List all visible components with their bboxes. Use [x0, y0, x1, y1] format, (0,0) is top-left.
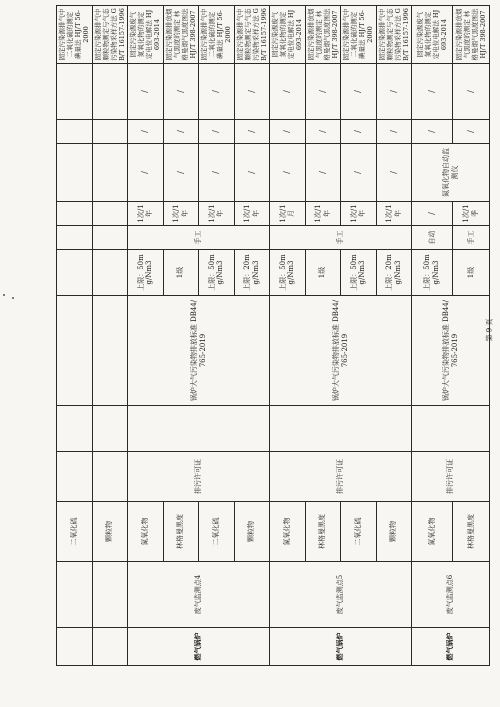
method-cell: 固定污染源排放烟气黑度的测定 林格曼烟气黑度图法 HJ/T 398-2007 — [453, 6, 490, 64]
dash-cell: / — [199, 64, 235, 120]
limit-cell: 上限：20mg/Nm3 — [234, 250, 270, 296]
method-cell: 固定污染源排气中颗粒物测定与气态污染物采样方法 GB/T 16157-1996 — [92, 6, 128, 64]
dash-cell: / — [305, 64, 341, 120]
manual-cell: 手工 — [270, 226, 412, 250]
limit-cell: 上限：50mg/Nm3 — [341, 250, 377, 296]
dash-cell: / — [453, 120, 490, 144]
permit-type-cell: 排污许可证 — [412, 452, 490, 502]
auto-cell: 自动 — [412, 226, 453, 250]
method-cell: 固定污染源废气 氮氧化物的测定 定电位电解法 HJ 693-2014 — [270, 6, 306, 64]
pollutant-cell: 林格曼黑度 — [305, 502, 341, 562]
dash-cell: / — [305, 120, 341, 144]
rotated-table-container — [56, 6, 488, 666]
method-cell: 固定污染源排气中二氧化硫的测定 碘量法 HJ/T 56-2000 — [341, 6, 377, 64]
permit-type-cell: 排污许可证 — [128, 452, 270, 502]
frequency-cell: 1次/1年 — [128, 202, 164, 226]
frequency-cell: 1次/1年 — [163, 202, 199, 226]
pollutant-cell: 氮氧化物 — [128, 502, 164, 562]
pollutant-cell: 二氧化硫 — [341, 502, 377, 562]
frequency-cell: / — [412, 202, 453, 226]
frequency-cell: 1次/1年 — [376, 202, 412, 226]
facility-cell: 燃气锅炉 — [270, 628, 412, 666]
dash-cell: / — [376, 144, 412, 202]
limit-cell: 1级 — [453, 250, 490, 296]
limit-cell: 上限：50mg/Nm3 — [128, 250, 164, 296]
standard-cell: 锅炉大气污染物排放标准 DB44/765-2019 — [128, 296, 270, 406]
pollutant-cell: 颗粒物 — [92, 502, 128, 562]
monitoring-table — [56, 5, 490, 666]
frequency-cell: 1次/1年 — [199, 202, 235, 226]
pollutant-cell: 林格曼黑度 — [163, 502, 199, 562]
dash-cell: / — [412, 120, 453, 144]
dash-cell: / — [412, 64, 453, 120]
method-cell: 固定污染源排气中二氧化硫的测定 碘量法 HJ/T 56-2000 — [199, 6, 235, 64]
method-cell: 固定污染源排放烟气黑度的测定 林格曼烟气黑度图法 HJ/T 398-2007 — [163, 6, 199, 64]
scan-dot — [12, 297, 14, 299]
limit-cell: 上限：50mg/Nm3 — [412, 250, 453, 296]
facility-cell: 燃气锅炉 — [128, 628, 270, 666]
method-cell: 固定污染源废气 氮氧化物的测定 定电位电解法 HJ 693-2014 — [412, 6, 453, 64]
dash-cell: / — [234, 120, 270, 144]
dash-cell: / — [128, 120, 164, 144]
limit-cell: 1级 — [163, 250, 199, 296]
manual-cell: 手工 — [453, 226, 490, 250]
method-cell: 固定污染源排气中颗粒物测定与气态污染物采样方法 GB/T 16157-1996 — [376, 6, 412, 64]
pollutant-cell: 林格曼黑度 — [453, 502, 490, 562]
dash-cell: / — [341, 144, 377, 202]
limit-cell: 上限：20mg/Nm3 — [376, 250, 412, 296]
dash-cell: / — [199, 120, 235, 144]
frequency-cell: 1次/1季 — [453, 202, 490, 226]
dash-cell: / — [453, 64, 490, 120]
method-cell: 固定污染源废气 氮氧化物的测定 定电位电解法 HJ 693-2014 — [128, 6, 164, 64]
dash-cell: / — [341, 120, 377, 144]
page-number: 第 9 页 — [485, 318, 494, 342]
dash-cell: / — [163, 144, 199, 202]
dash-cell: / — [234, 64, 270, 120]
outlet-cell: 废气监测点4 — [128, 562, 270, 628]
table-row — [92, 6, 128, 666]
scan-dot — [3, 294, 5, 296]
dash-cell: / — [305, 144, 341, 202]
dash-cell: / — [270, 120, 306, 144]
frequency-cell: 1次/1年 — [305, 202, 341, 226]
dash-cell: / — [376, 120, 412, 144]
manual-cell: 手工 — [128, 226, 270, 250]
auto-equipment-cell: 氮氧化物自动监测仪 — [412, 144, 490, 202]
outlet-cell: 废气监测点6 — [412, 562, 490, 628]
pollutant-cell: 氮氧化物 — [412, 502, 453, 562]
table-row — [128, 6, 164, 666]
dash-cell: / — [270, 64, 306, 120]
dash-cell: / — [234, 144, 270, 202]
dash-cell: / — [163, 64, 199, 120]
limit-cell: 上限：50mg/Nm3 — [199, 250, 235, 296]
pollutant-cell: 颗粒物 — [376, 502, 412, 562]
table-row — [270, 6, 306, 666]
pollutant-cell: 氮氧化物 — [270, 502, 306, 562]
dash-cell: / — [128, 144, 164, 202]
method-cell: 固定污染源排放烟气黑度的测定 林格曼烟气黑度图法 HJ/T 398-2007 — [305, 6, 341, 64]
dash-cell: / — [199, 144, 235, 202]
frequency-cell: 1次/1月 — [270, 202, 306, 226]
pollutant-cell: 颗粒物 — [234, 502, 270, 562]
method-cell: 固定污染源排气中二氧化硫的测定 碘量法 HJ/T 56-2000 — [57, 6, 93, 64]
standard-cell: 锅炉大气污染物排放标准 DB44/765-2019 — [270, 296, 412, 406]
dash-cell: / — [376, 64, 412, 120]
table-row — [57, 6, 93, 666]
limit-cell: 1级 — [305, 250, 341, 296]
pollutant-cell: 二氧化硫 — [199, 502, 235, 562]
pollutant-cell: 二氧化硫 — [57, 502, 93, 562]
frequency-cell: 1次/1年 — [341, 202, 377, 226]
dash-cell: / — [163, 120, 199, 144]
facility-cell: 燃气锅炉 — [412, 628, 490, 666]
permit-type-cell: 排污许可证 — [270, 452, 412, 502]
method-cell: 固定污染源排气中颗粒物测定与气态污染物采样方法 GB/T 16157-1996 — [234, 6, 270, 64]
dash-cell: / — [270, 144, 306, 202]
standard-cell: 锅炉大气污染物排放标准 DB44/765-2019 — [412, 296, 490, 406]
table-row — [412, 6, 453, 666]
dash-cell: / — [341, 64, 377, 120]
dash-cell: / — [128, 64, 164, 120]
outlet-cell: 废气监测点5 — [270, 562, 412, 628]
limit-cell: 上限：50mg/Nm3 — [270, 250, 306, 296]
frequency-cell: 1次/1年 — [234, 202, 270, 226]
